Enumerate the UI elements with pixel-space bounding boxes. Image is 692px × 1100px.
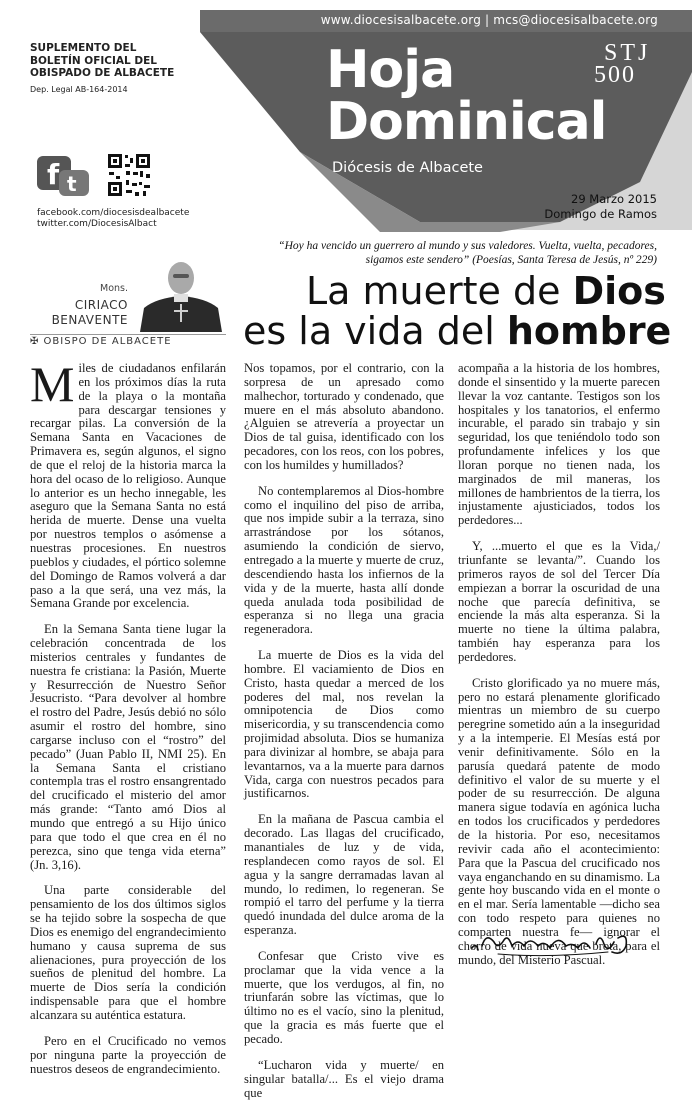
author-title: Mons. [100,283,128,294]
paragraph: No contemplaremos al Dios-hombre como el inquilino del piso de arriba, que nos impide subir a la terraza, sino arrastrándose por los sótanos, asumiendo la condición de siervo, entregado a la muerte y muerte de cruz, descendiendo hasta los infiernos de la vida y de la muerte, hasta allí donde queda anulada toda posibilidad de esperanza si no llega una gracia regeneradora. [244,483,444,637]
svg-text:f: f [47,158,60,191]
paragraph: acompaña a la historia de los hombres, donde el sinsentido y la muerte parecen llevar la voz cantante. Testigos son los hospitales y los tanatorios, el enfermo incurable, el parado sin trabajo y sin seguridad, los que teniéndolo todo son profundamente infelices y los que lloran porque no tienen nada, los marginados de mil maneras, los millones de hambrientos de la tierra, los injustamente ajusticiados, todos los perdedores... [458,361,660,528]
paragraph: Cristo glorificado ya no muere más, pero no estará plenamente glorificado mientras un miembro de su cuerpo peregrine sometido aún a la inseguridad y a la intemperie. El Mesías está por venir definitivamente. Sólo en la parusía quedará patente de modo definitivo el valor de su muerte y el poder de su resurrección. De alguna manera sigue todavía en agónica lucha en todos los crucificados y perdedores de la historia. Por eso, necesitamos revivir cada año el acontecimiento: Para que la Pascua del crucificado nos vaya enganchando en su dinamismo. La gente hoy buscando vida en el monte o en el mar. Sería lamentable —dicho sea con todo respeto para quienes no comparten nuestra fe— ignorar el chorro de vida nueva que brota, para el mundo, del Misterio Pascual. [458,675,660,967]
article-column-3 [458,362,660,967]
stj-emblem: STJ [604,40,651,66]
paragraph: “Lucharon vida y muerte/ en singular batalla/... Es el viejo drama que [244,1057,444,1100]
article-column-1 [30,356,226,1076]
headline-line2-bold: hombre [506,309,672,353]
headline-line1-bold: Dios [572,269,666,313]
legal-deposit: Dep. Legal AB-164-2014 [30,85,128,94]
paragraph: Nos topamos, por el contrario, con la sorpresa de un apresado como malhechor, torturado y condenado, que muere en el más absoluto abandono. ¿Alguien se atrevería a proyectar un Dios de tal guisa, identificado con los pecadores, con los reos, con los pobres, con los humildes y humillados? [244,361,444,472]
paragraph [30,356,226,611]
qr-code-icon[interactable] [106,152,152,198]
paragraph-text: iles de ciudadanos enfilarán en los próximos días la ruta de la playa o la montaña para descargar tensiones y recargar pilas. La conversión de la Semana Santa en Vacaciones de Primavera es, según algunos, el signo de que el reloj de la historia marca la hora del ocaso de lo religioso. Aunque lo anterior es un hecho innegable, les aseguro que la Semana Santa no está herida de muerte. Dense una vuelta por nuestros templos o asómense a nuestras procesiones. En nuestros pueblos y ciudades, el pórtico solemne del Domingo de Ramos volverá a dar paso a la que será, una vez más, la Semana Grande por excelencia. [30,361,226,611]
author-last-name: BENAVENTE [51,313,128,327]
liturgical-day: Domingo de Ramos [544,207,657,221]
twitter-link[interactable]: twitter.com/DiocesisAlbact [37,219,157,229]
drop-cap: M [30,356,75,412]
facebook-twitter-icon[interactable] [37,156,93,196]
paragraph: Y, ...muerto el que es la Vida,/ triunfante se levanta/”. Cuando los primeros rayos de sol del Tercer Día empiezan a borrar la oscuridad de una noche que parecía definitiva, se enciende la más alta esperanza. Si la muerte no tiene la última palabra, también hay esperanza para los perdedores. [458,539,660,664]
svg-text:t: t [67,172,77,196]
facebook-link[interactable]: facebook.com/diocesisdealbacete [37,208,190,218]
headline-line2-text: es la vida del [243,309,507,353]
paragraph: Una parte considerable del pensamiento de los dos últimos siglos se ha tejido sobre la sospecha de que Dios es enemigo del engrandecimiento humano y causa suprema de sus alienaciones, pura proyección de los sueños de plenitud del hombre. La muerte de Dios sería la condición indispensable para que el hombre alcanzara su auténtica estatura. [30,883,226,1022]
supplement-line2: BOLETÍN OFICIAL DEL [30,54,157,67]
headline-line1 [306,270,666,312]
date-text: 29 Marzo 2015 [571,192,657,206]
author-divider [30,334,226,335]
supplement-line3: OBISPADO DE ALBACETE [30,67,175,79]
paragraph: En la mañana de Pascua cambia el decorado. Las llagas del crucificado, manantiales de luz y de vida, resplandecen como rayos de sol. El agua y la sangre derramadas lavan al mundo, lo redimen, lo regeneran. Se rompió el tarro del perfume y la tierra quedó inundada del dulce aroma de la esperanza. [244,812,444,938]
paragraph: La muerte de Dios es la vida del hombre. El vaciamiento de Dios en Cristo, hasta quedar a merced de los poderes del mal, nos revelan la omnipotencia de Dios como misericordia, y su transcendencia como projimidad absoluta. Dios se humaniza para divinizar al hombre, se abaja para levantarnos, va a la muerte para darnos Vida, carga con nuestros pecados para justificarnos. [244,648,444,801]
stj-500-emblem: 500 [594,62,636,88]
paragraph: Pero en el Crucificado no vemos por ninguna parte la proyección de nuestros deseos de engrandecimiento. [30,1033,226,1076]
paragraph: En la Semana Santa tiene lugar la celebración concentrada de los misterios centrales y fundantes de nuestra fe cristiana: la Pasión, Muerte y Resurrección de Nuestro Señor Jesucristo. “Para devolver al hombre el rostro del Padre, Jesús debió no sólo asumir el rostro del hombre, sino cargarse incluso con el “rostro” del pecado” (Juan Pablo II, NMI 25). En la Semana Santa el cristiano contempla tras el rostro ensangrentado del crucificado el misterio del amor más grande: “Tanto amó Dios al mundo que entregó a su Hijo único para que todo el que crea en él no perezca, sino que tenga vida eterna” (Jn. 3,16). [30,622,226,872]
author-role: ✠ OBISPO DE ALBACETE [30,336,172,347]
quote-line1: “Hoy ha vencido un guerrero al mundo y sus valedores. Vuelta, vuelta, pecadores, [278,240,657,252]
headline-line1-text: La muerte de [306,269,573,313]
issue-date [544,192,657,222]
social-links [37,208,189,230]
supplement-label [30,42,174,80]
title-hoja: Hoja [326,40,455,100]
bishop-photo [136,258,226,332]
supplement-line1: SUPLEMENTO DEL [30,42,137,54]
author-first-name: CIRIACO [74,298,128,312]
paragraph: Confesar que Cristo vive es proclamar que la vida vence a la muerte, que los verdugos, al fin, no triunfarán sobre las víctimas, que lo último no es el vacío, sino la plenitud, que la gracia es más fuerte que el pecado. [244,948,444,1046]
quote-line2: sigamos este sendero” (Poesías, Santa Teresa de Jesús, nº 229) [365,253,657,266]
article-column-2 [244,362,444,1100]
headline-line2 [243,310,671,352]
website-email-link[interactable]: www.diocesisalbacete.org | mcs@diocesisalbacete.org [320,13,658,27]
diocese-name: Diócesis de Albacete [332,160,483,176]
handwritten-signature [468,924,638,964]
title-dominical: Dominical [326,92,607,152]
epigraph-quote [265,240,657,267]
